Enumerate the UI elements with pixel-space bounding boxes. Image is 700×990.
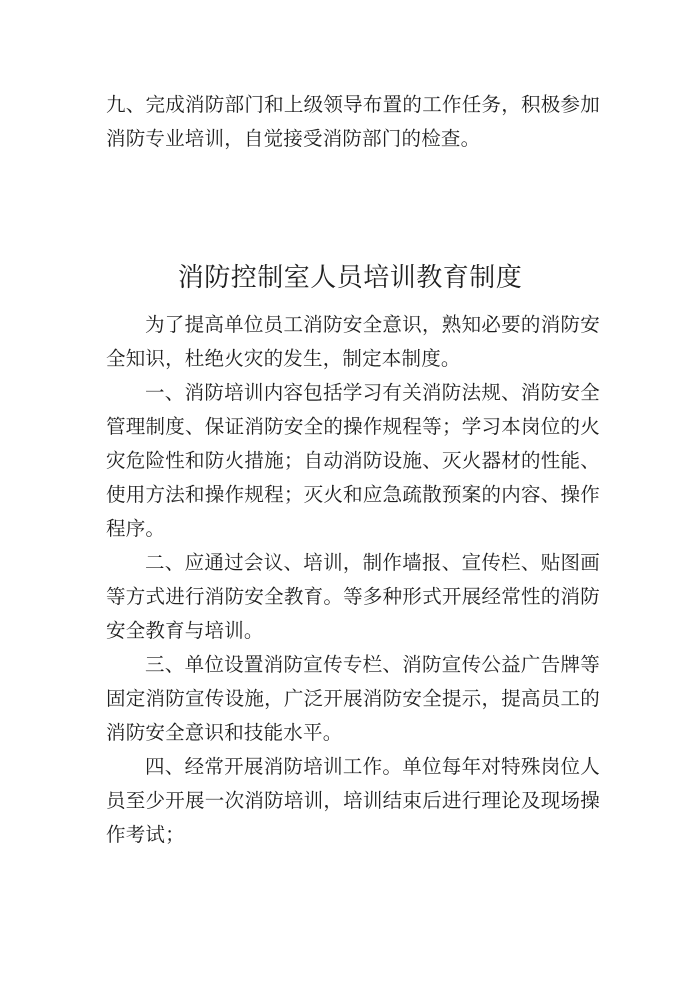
item-3-paragraph: 三、单位设置消防宣传专栏、消防宣传公益广告牌等固定消防宣传设施，广泛开展消防安全提示，提高员工的消防安全意识和技能水平。 [106, 653, 600, 744]
item-9-paragraph: 九、完成消防部门和上级领导布置的工作任务，积极参加消防专业培训，自觉接受消防部门的检查。 [106, 93, 600, 150]
item-4-paragraph: 四、经常开展消防培训工作。单位每年对特殊岗位人员至少开展一次消防培训，培训结束后进行理论及现场操作考试； [106, 755, 600, 846]
item-1-paragraph: 一、消防培训内容包括学习有关消防法规、消防安全管理制度、保证消防安全的操作规程等；学习本岗位的火灾危险性和防火措施；自动消防设施、灭火器材的性能、使用方法和操作规程；灭火和应急疏散预案的内容、操作程序。 [106, 381, 600, 540]
item-2-paragraph: 二、应通过会议、培训，制作墙报、宣传栏、贴图画等方式进行消防安全教育。等多种形式开展经常性的消防安全教育与培训。 [106, 551, 600, 642]
previous-section [106, 88, 600, 156]
document-title: 消防控制室人员培训教育制度 [177, 263, 523, 293]
document-body [106, 308, 600, 852]
intro-paragraph: 为了提高单位员工消防安全意识，熟知必要的消防安全知识，杜绝火灾的发生，制定本制度。 [106, 313, 600, 370]
